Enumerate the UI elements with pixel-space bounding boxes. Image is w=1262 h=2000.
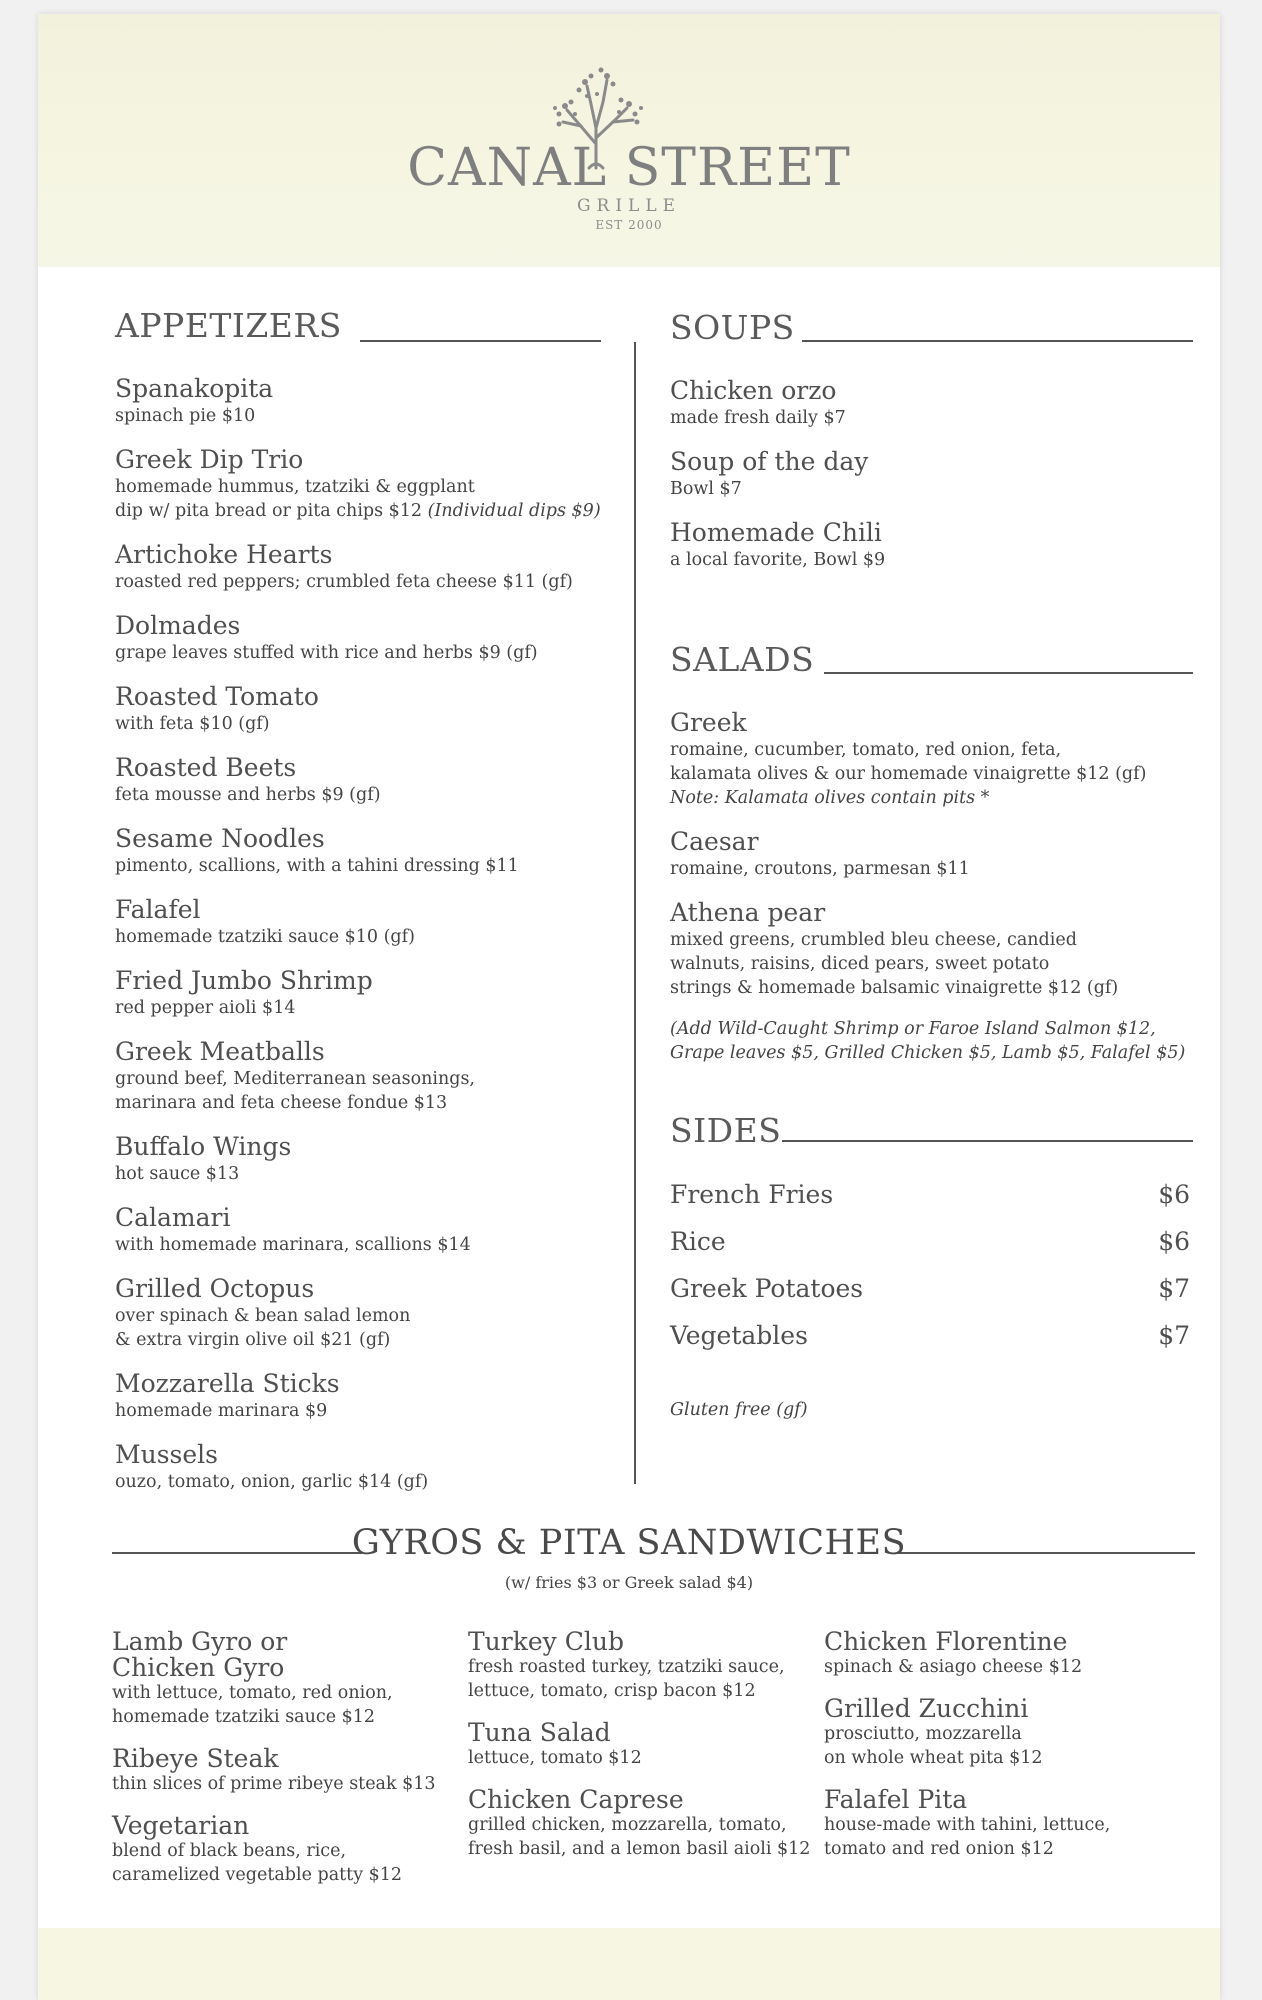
item-name: Greek [670,708,747,737]
established-year: EST 2000 [595,218,663,232]
menu-item [115,753,635,807]
sandwich-description: prosciutto, mozzarella [824,1724,1022,1744]
menu-item [115,1037,635,1115]
item-description: ouzo, tomato, onion, garlic $14 (gf) [115,1472,429,1492]
side-price: $7 [1158,1274,1190,1303]
item-description: romaine, cucumber, tomato, red onion, feta, [670,740,1062,760]
item-description: over spinach & bean salad lemon [115,1306,411,1326]
sandwich-item [824,1787,1184,1861]
item-name: Greek Dip Trio [115,445,304,474]
salad-addon-line: Grape leaves $5, Grilled Chicken $5, Lamb $5, Falafel $5) [670,1043,1186,1063]
item-description: dip w/ pita bread or pita chips $12 (Individual dips $9) [115,501,601,521]
sandwich-description: on whole wheat pita $12 [824,1748,1043,1768]
item-name: Mozzarella Sticks [115,1369,340,1398]
item-name: Sesame Noodles [115,824,325,853]
item-description: walnuts, raisins, diced pears, sweet potato [670,954,1050,974]
menu-item [670,447,1190,501]
sandwich-name: Ribeye Steak [112,1744,279,1773]
sandwich-description: with lettuce, tomato, red onion, [112,1683,393,1703]
item-description: hot sauce $13 [115,1164,240,1184]
item-name: Grilled Octopus [115,1274,315,1303]
menu-item [670,708,1190,810]
salad-addons [670,1017,1190,1065]
side-price: $6 [1158,1227,1190,1256]
sandwich-item [112,1629,462,1729]
sandwich-description: lettuce, tomato, crisp bacon $12 [468,1681,756,1701]
menu-item [115,1274,635,1352]
sides-list [670,1180,1190,1368]
item-description: ground beef, Mediterranean seasonings, [115,1069,475,1089]
item-description: marinara and feta cheese fondue $13 [115,1093,448,1113]
menu-item [115,1369,635,1423]
sides-heading: SIDES [670,1111,782,1150]
sandwich-name: Falafel Pita [824,1785,968,1814]
item-description: mixed greens, crumbled bleu cheese, candied [670,930,1077,950]
item-name: Athena pear [670,898,826,927]
sandwich-item [468,1787,818,1861]
sandwich-description: thin slices of prime ribeye steak $13 [112,1774,436,1794]
sandwich-item [112,1746,462,1796]
item-description: & extra virgin olive oil $21 (gf) [115,1330,391,1350]
side-item [670,1274,1190,1321]
menu-item [115,611,635,665]
salad-addon-line: (Add Wild-Caught Shrimp or Faroe Island Salmon $12, [670,1019,1156,1039]
item-name: Artichoke Hearts [115,540,333,569]
sandwich-item [824,1629,1184,1679]
menu-page [38,14,1220,2000]
sandwich-item [468,1720,818,1770]
item-description: pimento, scallions, with a tahini dressing $11 [115,856,519,876]
appetizers-list [115,374,635,1511]
menu-item [115,824,635,878]
item-name: Chicken orzo [670,376,837,405]
menu-item [670,827,1190,881]
menu-item [115,895,635,949]
menu-item [115,1440,635,1494]
item-description: grape leaves stuffed with rice and herbs $9 (gf) [115,643,538,663]
item-name: Calamari [115,1203,231,1232]
item-description: homemade marinara $9 [115,1401,328,1421]
item-description: with feta $10 (gf) [115,714,270,734]
item-description: Bowl $7 [670,479,742,499]
item-name: Buffalo Wings [115,1132,292,1161]
salads-list [670,708,1190,1065]
side-price: $7 [1158,1321,1190,1350]
item-description: romaine, croutons, parmesan $11 [670,859,970,879]
sandwich-description: homemade tzatziki sauce $12 [112,1707,376,1727]
footer-band [38,1928,1220,2000]
item-name: Roasted Tomato [115,682,319,711]
appetizers-rule [360,340,601,342]
item-note: Note: Kalamata olives contain pits * [670,788,990,808]
sandwich-item [468,1629,818,1703]
item-description: roasted red peppers; crumbled feta cheese $11 (gf) [115,572,573,592]
side-name: Greek Potatoes [670,1274,864,1303]
gyros-column-1 [112,1629,462,1904]
sandwich-description: fresh basil, and a lemon basil aioli $12 [468,1839,811,1859]
side-price: $6 [1158,1180,1190,1209]
menu-item [115,682,635,736]
restaurant-subtitle: GRILLE [576,196,682,216]
menu-item [115,1132,635,1186]
item-name: Soup of the day [670,447,869,476]
restaurant-name: CANAL STREET [407,138,851,198]
sides-rule [782,1140,1193,1142]
sandwich-name: Lamb Gyro or [112,1627,288,1656]
sandwich-description: caramelized vegetable patty $12 [112,1865,403,1885]
sandwich-name: Chicken Gyro [112,1653,285,1682]
side-name: French Fries [670,1180,834,1209]
sandwich-name: Chicken Caprese [468,1785,684,1814]
sandwich-description: house-made with tahini, lettuce, [824,1815,1111,1835]
menu-item [115,540,635,594]
item-note: (Individual dips $9) [427,501,601,521]
item-description: red pepper aioli $14 [115,998,296,1018]
side-item [670,1180,1190,1227]
item-name: Fried Jumbo Shrimp [115,966,373,995]
gyros-column-3 [824,1629,1184,1878]
menu-item [115,374,635,428]
sandwich-name: Turkey Club [468,1627,624,1656]
item-description: made fresh daily $7 [670,408,846,428]
sandwich-description: spinach & asiago cheese $12 [824,1657,1083,1677]
menu-item [670,376,1190,430]
side-name: Rice [670,1227,726,1256]
item-name: Spanakopita [115,374,274,403]
item-description: kalamata olives & our homemade vinaigrette $12 (gf) [670,764,1147,784]
item-name: Caesar [670,827,759,856]
soups-heading: SOUPS [670,308,795,347]
side-name: Vegetables [670,1321,808,1350]
sandwich-description: fresh roasted turkey, tzatziki sauce, [468,1657,785,1677]
sandwich-description: tomato and red onion $12 [824,1839,1054,1859]
item-description: a local favorite, Bowl $9 [670,550,886,570]
restaurant-logo [38,14,1220,267]
item-description: strings & homemade balsamic vinaigrette $12 (gf) [670,978,1119,998]
item-description: with homemade marinara, scallions $14 [115,1235,471,1255]
gyros-heading: GYROS & PITA SANDWICHES [351,1523,907,1563]
menu-item [115,445,635,523]
gyros-subheading: (w/ fries $3 or Greek salad $4) [504,1573,754,1592]
item-description: spinach pie $10 [115,406,256,426]
item-name: Greek Meatballs [115,1037,325,1066]
salads-rule [824,672,1193,674]
column-divider [634,342,636,1484]
item-name: Dolmades [115,611,241,640]
item-name: Mussels [115,1440,218,1469]
gluten-free-note: Gluten free (gf) [670,1400,808,1420]
sandwich-description: lettuce, tomato $12 [468,1748,642,1768]
sandwich-name: Grilled Zucchini [824,1694,1029,1723]
side-item [670,1321,1190,1368]
soups-rule [802,340,1193,342]
menu-item [115,966,635,1020]
sandwich-name: Tuna Salad [468,1718,611,1747]
gyros-column-2 [468,1629,818,1878]
menu-item [115,1203,635,1257]
soups-list [670,376,1190,589]
salads-heading: SALADS [670,640,815,679]
item-name: Homemade Chili [670,518,882,547]
sandwich-name: Chicken Florentine [824,1627,1068,1656]
sandwich-description: blend of black beans, rice, [112,1841,347,1861]
item-name: Falafel [115,895,201,924]
menu-item [670,898,1190,1000]
item-description: homemade hummus, tzatziki & eggplant [115,477,475,497]
sandwich-item [824,1696,1184,1770]
sandwich-description: grilled chicken, mozzarella, tomato, [468,1815,787,1835]
appetizers-heading: APPETIZERS [115,306,342,345]
sandwich-item [112,1813,462,1887]
item-description: feta mousse and herbs $9 (gf) [115,785,381,805]
side-item [670,1227,1190,1274]
sandwich-name: Vegetarian [112,1811,250,1840]
menu-item [670,518,1190,572]
item-name: Roasted Beets [115,753,297,782]
item-description: homemade tzatziki sauce $10 (gf) [115,927,415,947]
